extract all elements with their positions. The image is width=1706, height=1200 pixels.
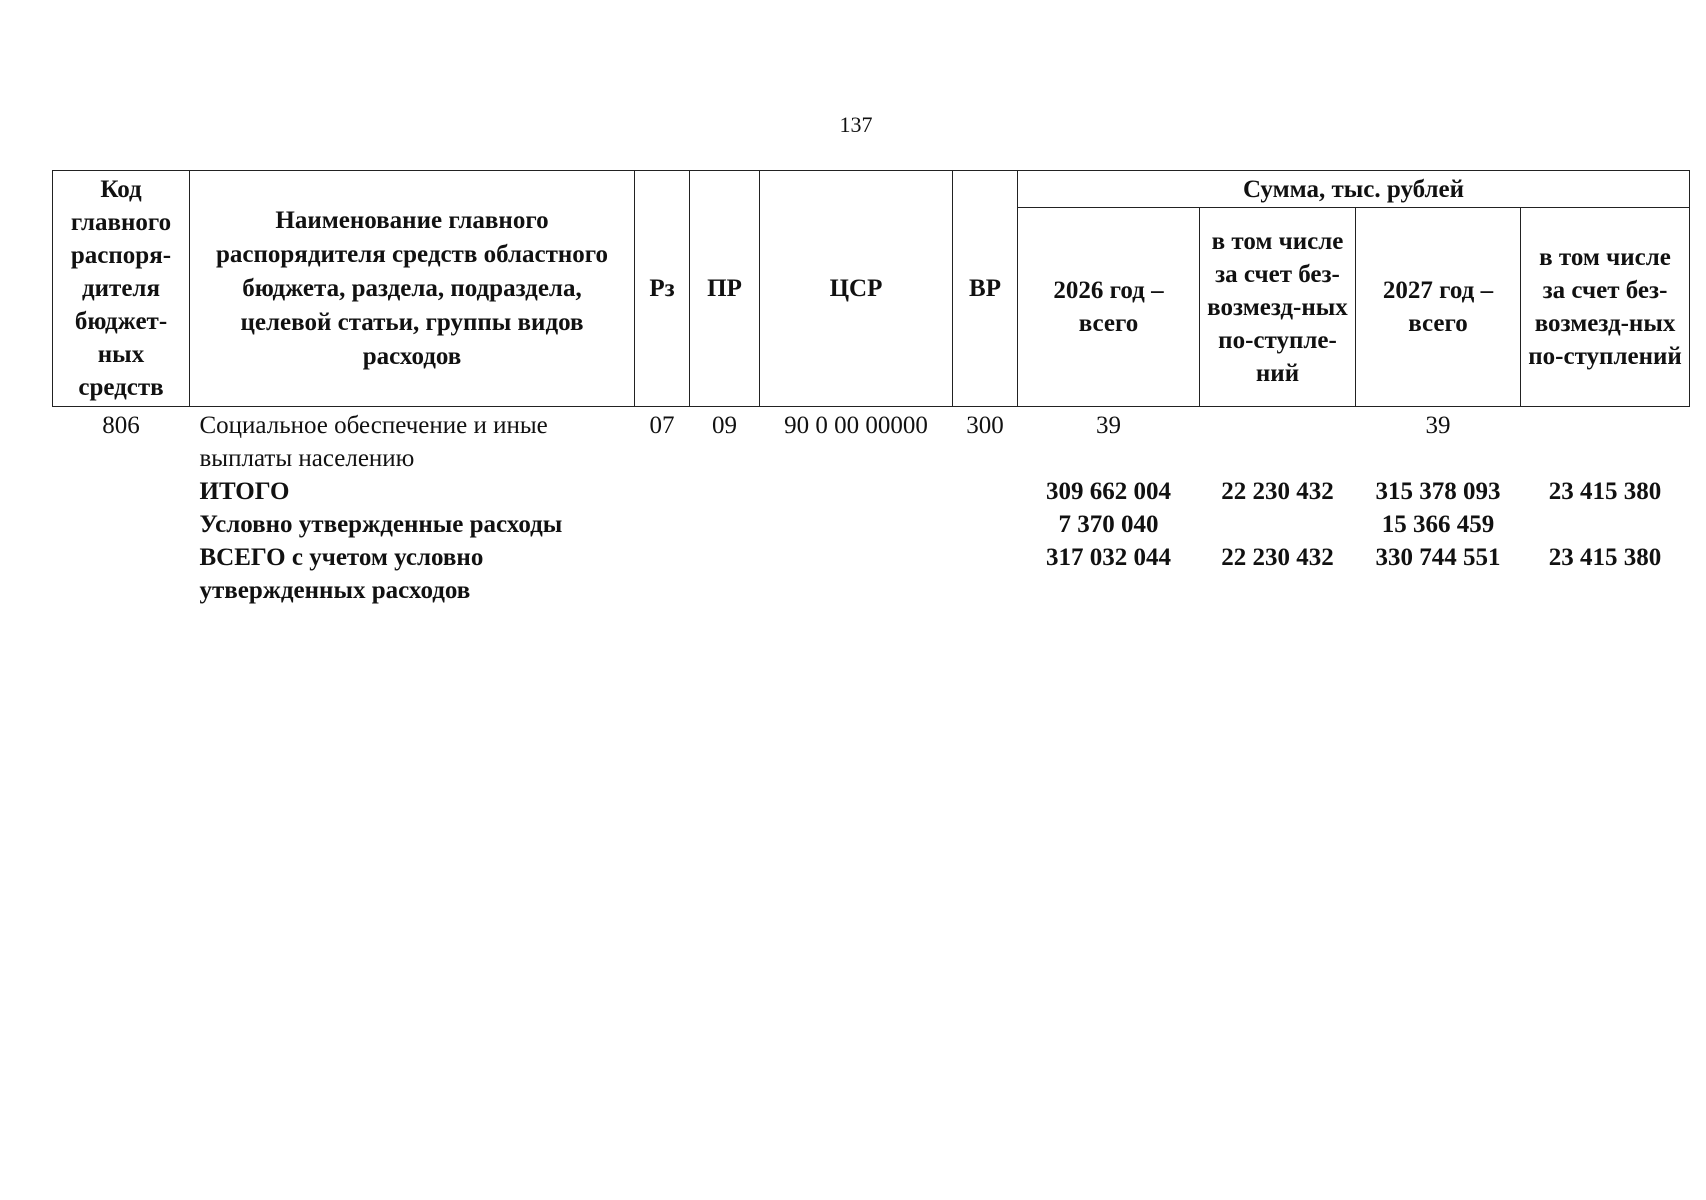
header-2026-free: в том числе за счет без-возмезд-ных по-ступле-ний [1200,208,1356,407]
conditional-expenses-row [53,508,1690,541]
total-2027-free: 23 415 380 [1548,478,1662,505]
cell-name: Социальное обеспечение и иные выплаты населению [199,412,548,472]
conditional-2027-total: 15 366 459 [1381,511,1495,538]
header-2027-total: 2027 год – всего [1356,208,1521,407]
page-number: 137 [839,112,873,137]
grand-total-2027-total: 330 744 551 [1375,544,1501,571]
conditional-2027-free [1521,508,1690,541]
header-pr: ПР [690,171,760,407]
header-sum-group: Сумма, тыс. рублей [1018,171,1690,208]
cell-vr: 300 [966,412,1004,439]
grand-total-2026-free: 22 230 432 [1221,544,1334,571]
cell-2026-total: 39 [1096,412,1121,439]
cell-2026-free [1200,407,1356,476]
total-2027-total: 315 378 093 [1375,478,1501,505]
budget-table [52,170,1690,607]
table-row [53,407,1690,476]
header-rz: Рз [635,171,690,407]
header-name: Наименование главного распорядителя средств областного бюджета, раздела, подраздела, целевой статьи, группы видов расходов [190,171,635,407]
header-2027-free: в том числе за счет без-возмезд-ных по-ступлений [1521,208,1690,407]
grand-total-2026-total: 317 032 044 [1046,544,1171,571]
table-header [53,171,1690,407]
cell-rz: 07 [649,412,675,439]
cell-code: 806 [102,412,140,439]
conditional-2026-total: 7 370 040 [1058,511,1159,538]
total-2026-total: 309 662 004 [1046,478,1171,505]
header-csr: ЦСР [760,171,953,407]
header-code: Код главного распоря-дителя бюджет-ных средств [53,171,190,407]
header-2026-total: 2026 год – всего [1018,208,1200,407]
conditional-label: Условно утвержденные расходы [199,511,563,538]
grand-total-label: ВСЕГО с учетом условно утвержденных расходов [199,544,484,604]
cell-2027-free [1521,407,1690,476]
total-row [53,475,1690,508]
header-vr: ВР [953,171,1018,407]
grand-total-row [53,541,1690,607]
table-body [53,407,1690,608]
total-label: ИТОГО [199,478,290,505]
cell-2027-total: 39 [1425,412,1451,439]
cell-pr: 09 [712,412,737,439]
header-row-top [53,171,1690,208]
conditional-2026-free [1200,508,1356,541]
cell-csr: 90 0 00 00000 [784,412,928,439]
grand-total-2027-free: 23 415 380 [1548,544,1662,571]
total-2026-free: 22 230 432 [1221,478,1334,505]
